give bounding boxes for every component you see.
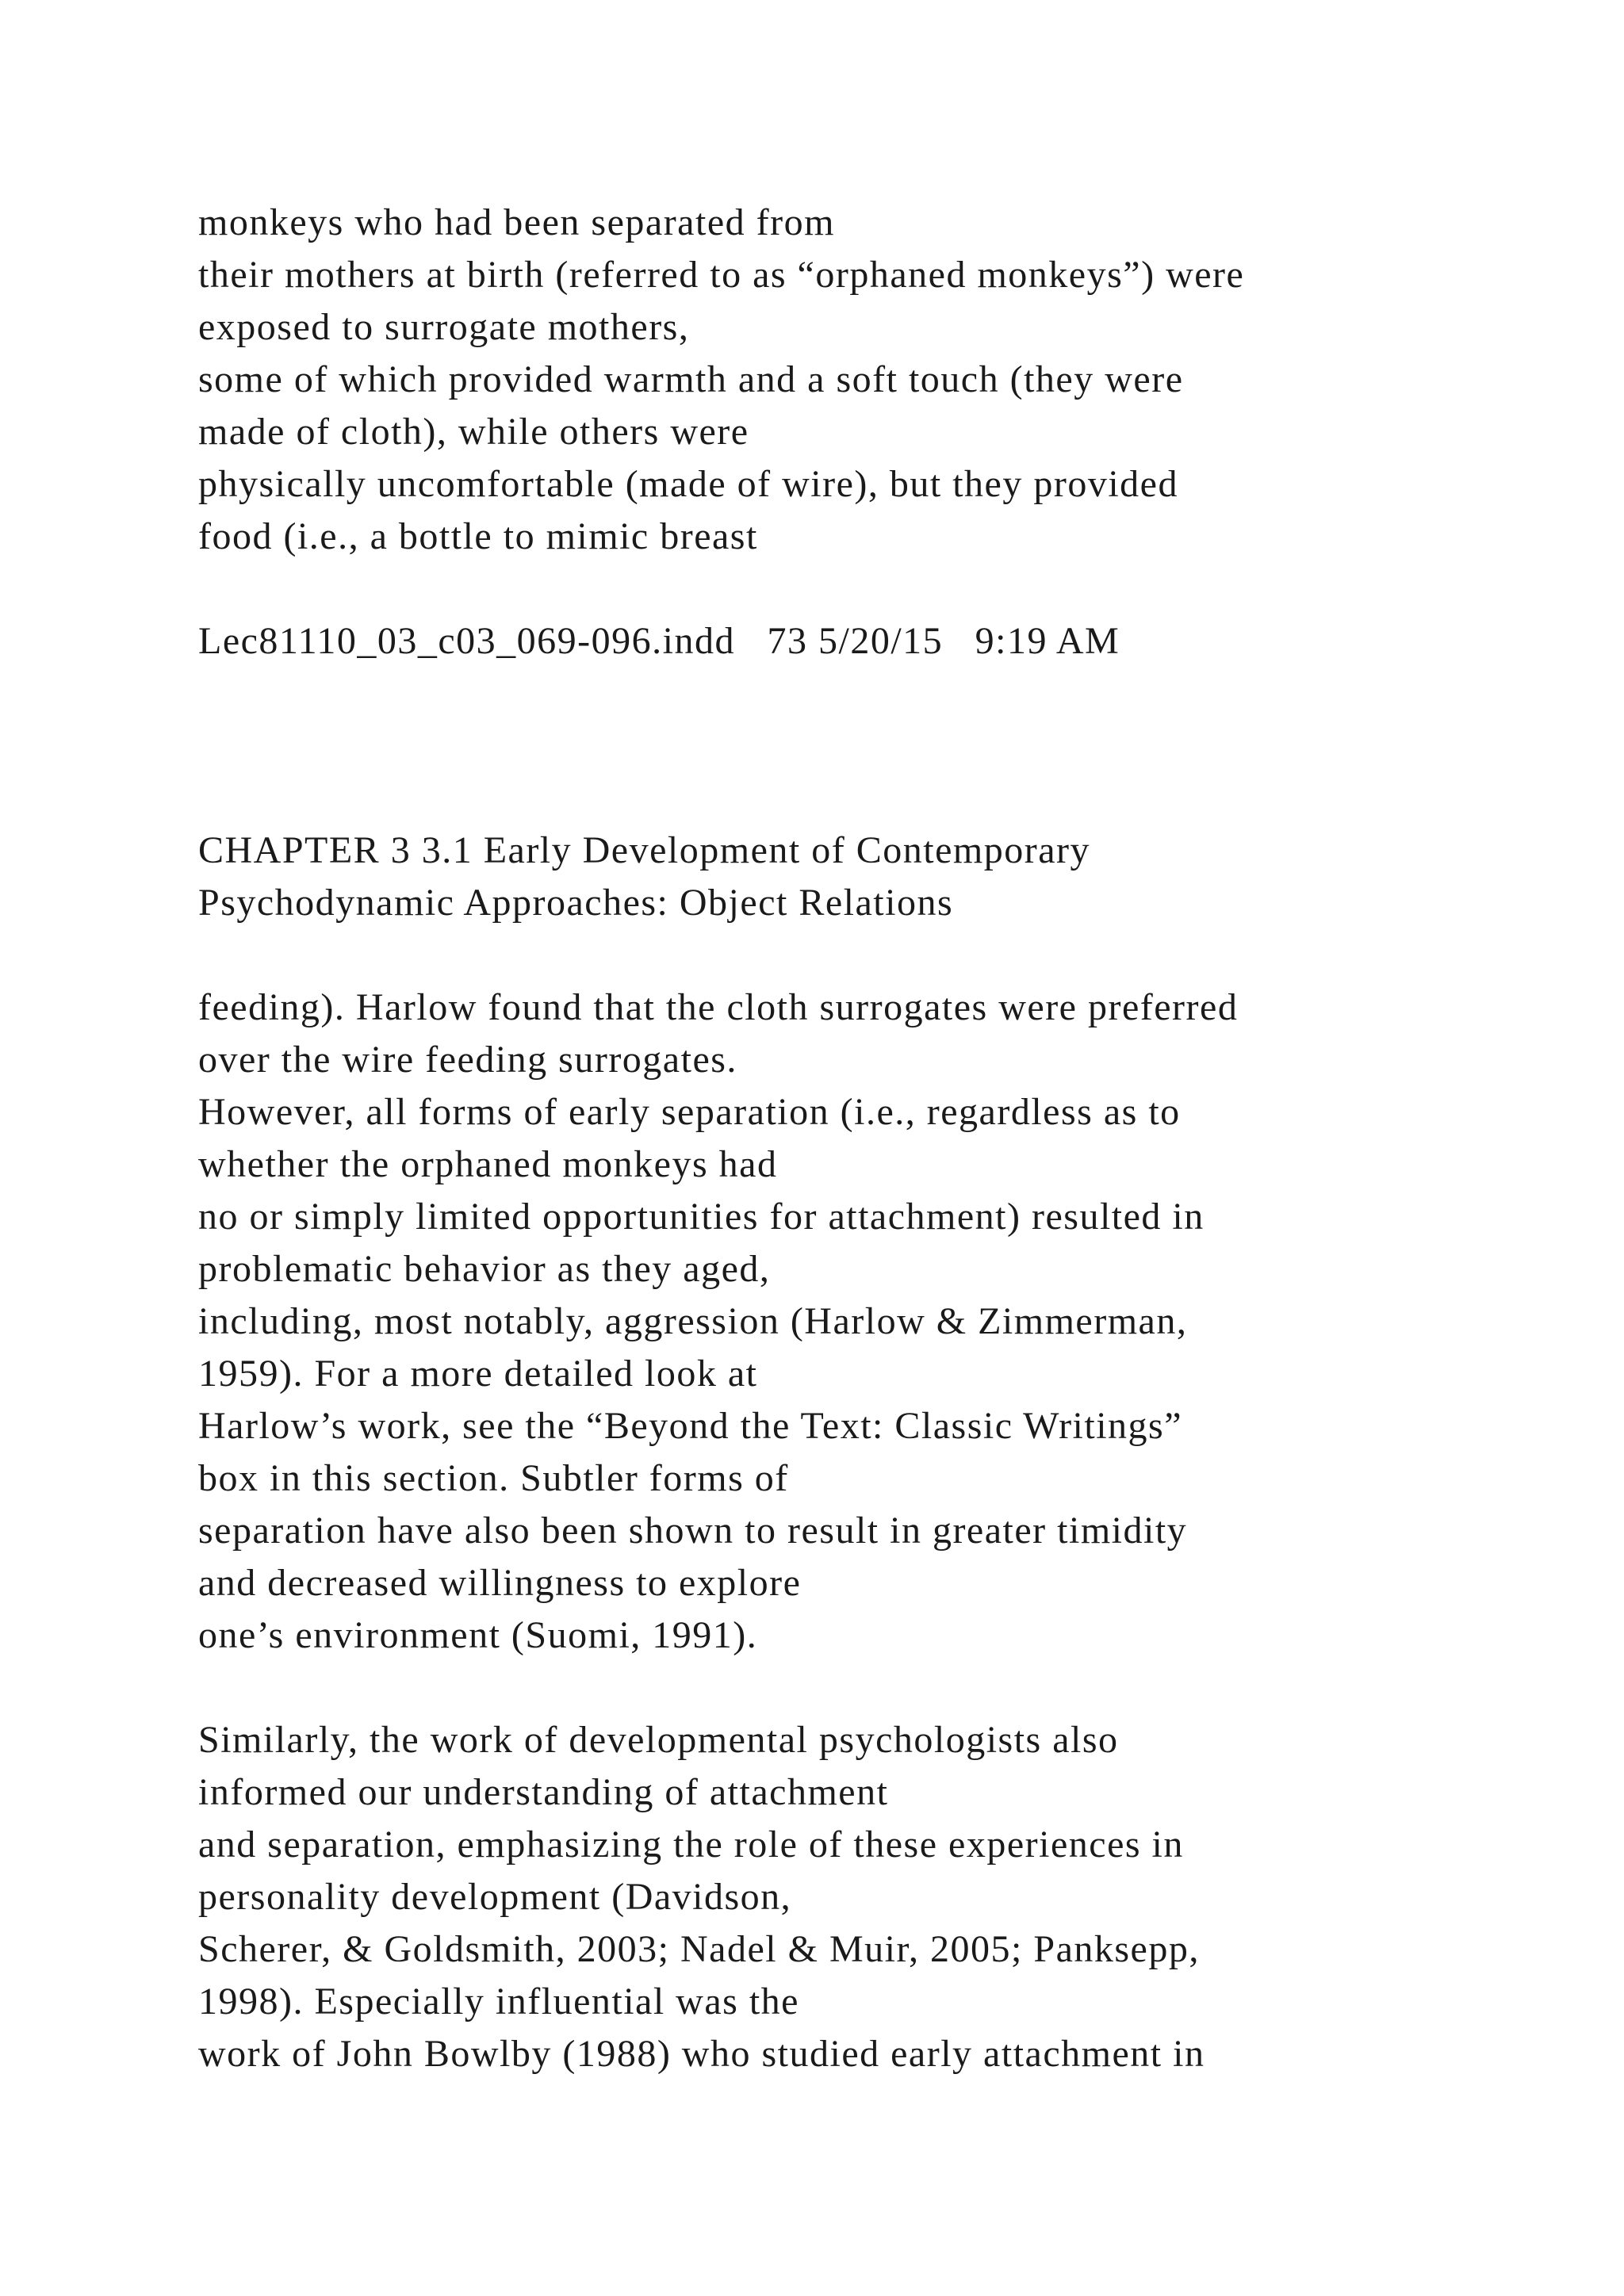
text-line: personality development (Davidson, [198,1876,792,1918]
text-line: Harlow’s work, see the “Beyond the Text: Classic Writings” [198,1405,1183,1447]
text-line: 1959). For a more detailed look at [198,1353,758,1395]
text-line: whether the orphaned monkeys had [198,1143,778,1185]
file-footer-line: Lec81110_03_c03_069-096.indd 73 5/20/15 9:19 AM [198,620,1120,662]
text-line: 1998). Especially influential was the [198,1980,799,2022]
chapter-heading-line: Psychodynamic Approaches: Object Relations [198,882,954,924]
text-line: work of John Bowlby (1988) who studied early attachment in [198,2033,1205,2075]
text-line: Scherer, & Goldsmith, 2003; Nadel & Muir, 2005; Panksepp, [198,1928,1200,1970]
text-line: separation have also been shown to result in greater timidity [198,1510,1188,1552]
text-line: over the wire feeding surrogates. [198,1039,737,1081]
text-line: feeding). Harlow found that the cloth surrogates were preferred [198,986,1239,1028]
text-line: physically uncomfortable (made of wire), but they provided [198,463,1178,505]
text-line: made of cloth), while others were [198,411,749,453]
text-line: Similarly, the work of developmental psychologists also [198,1719,1119,1761]
text-line: exposed to surrogate mothers, [198,306,690,348]
text-line: their mothers at birth (referred to as “orphaned monkeys”) were [198,254,1245,296]
text-line: problematic behavior as they aged, [198,1248,771,1290]
text-line: and separation, emphasizing the role of these experiences in [198,1823,1184,1866]
text-line: and decreased willingness to explore [198,1562,802,1604]
text-line: box in this section. Subtler forms of [198,1457,789,1499]
chapter-heading-line: CHAPTER 3 3.1 Early Development of Contemporary [198,829,1090,871]
text-line: no or simply limited opportunities for attachment) resulted in [198,1196,1205,1238]
text-line: food (i.e., a bottle to mimic breast [198,515,758,557]
text-line: including, most notably, aggression (Harlow & Zimmerman, [198,1300,1188,1342]
text-line: some of which provided warmth and a soft touch (they were [198,358,1184,400]
text-line: However, all forms of early separation (i.e., regardless as to [198,1091,1181,1133]
text-line: one’s environment (Suomi, 1991). [198,1614,758,1656]
text-line: informed our understanding of attachment [198,1771,889,1813]
text-line: monkeys who had been separated from [198,201,835,243]
